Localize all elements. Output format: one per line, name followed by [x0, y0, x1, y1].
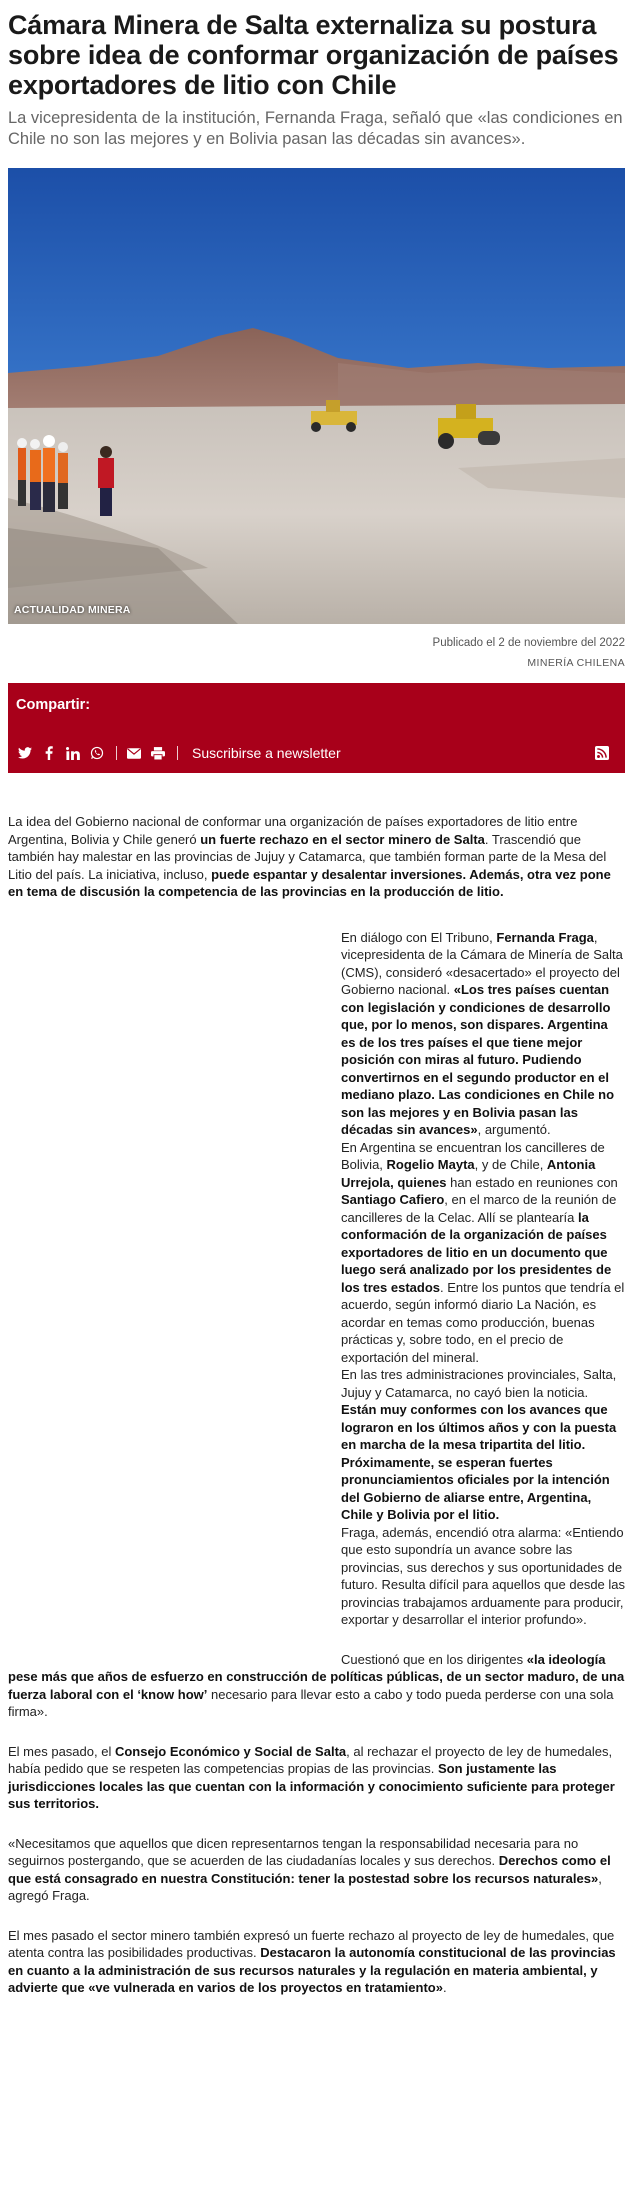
article-title: Cámara Minera de Salta externaliza su postura sobre idea de conformar organización de países exportadores de litio con Chile: [8, 10, 619, 100]
paragraph: [8, 813, 625, 901]
bold-text: Destacaron la autonomía constitucional de las provincias en cuanto a la administración de sus recursos naturales y la regulación en materia ambiental, y advierte que «ve vulnerada en varios de los proyectos en tratamiento»: [8, 1945, 616, 1995]
rss-icon[interactable]: [593, 745, 611, 761]
paragraph: [341, 1524, 625, 1629]
article-photo: [8, 168, 625, 624]
text-run: necesario para llevar esto a cabo y todo pueda perderse con una sola firma».: [8, 1686, 614, 1719]
bold-text: Son justamente las jurisdicciones locales las que cuentan con la información y conocimiento suficiente para proteger sus territorios.: [8, 1761, 615, 1811]
bold-text: Antonia Urrejola, quienes: [341, 1157, 596, 1190]
share-box: [8, 683, 625, 773]
bold-text: la conformación de la organización de países exportadores de litio en un documento que luego será analizado por los presidentes de los tres estados: [341, 1209, 612, 1295]
bold-text: un fuerte rechazo en el sector minero de Salta: [200, 831, 485, 847]
bold-text: puede espantar y desalentar inversiones. Además, otra vez pone en tema de discusión la competencia de las provincias en la producción de litio.: [8, 866, 611, 899]
text-run: , argumentó.: [477, 1122, 551, 1137]
paragraph: [8, 1927, 625, 1997]
text-run: En Argentina se encuentran los cancilleres de Bolivia,: [341, 1139, 605, 1172]
bold-text: «la ideología pese más que años de esfuerzo en construcción de políticas públicas, de un sector maduro, de una fuerza laboral con el ‘know how’: [8, 1651, 625, 1702]
article-body: [8, 813, 625, 1997]
bold-text: «Los tres países cuentan con legislación y condiciones de desarrollo que, por lo menos, son dispares. Argentina es de los tres países el que tiene mejor posición con miras al futuro. Pudiendo convertirnos en el segundo productor en el mediano plazo. Las condiciones en Chile no son las mejores y en Bolivia pasan las décadas sin avances»: [341, 982, 615, 1137]
paragraph: [341, 929, 625, 1139]
article-column: [341, 929, 625, 1629]
linkedin-icon[interactable]: [64, 745, 82, 761]
text-run: En diálogo con El Tribuno,: [341, 929, 497, 945]
bold-text: Derechos como el que está consagrado en nuestra Constitución: tener la postestad sobre los recursos naturales»: [8, 1853, 611, 1886]
paragraph: [8, 1835, 625, 1905]
text-run: .: [442, 1980, 447, 1995]
text-run: El mes pasado el sector minero también expresó un fuerte rechazo al proyecto de ley de humedales, que atenta contra las posibilidades productivas.: [8, 1927, 615, 1960]
text-run: , agregó Fraga.: [8, 1870, 602, 1903]
share-divider: [177, 746, 178, 760]
paragraph: [341, 1366, 625, 1454]
text-run: Cuestionó que en los dirigentes: [341, 1651, 527, 1667]
text-run: En las tres administraciones provinciales, Salta, Jujuy y Catamarca, no cayó bien la noticia.: [341, 1367, 617, 1400]
paragraph: [341, 1454, 625, 1524]
bold-text: Consejo Económico y Social de Salta: [114, 1743, 347, 1759]
text-run: . Trascendió que también hay malestar en las provincias de Jujuy y Catamarca, que también forman parte de la Mesa del Litio del país. La iniciativa, incluso,: [8, 831, 607, 882]
share-divider: [116, 746, 117, 760]
facebook-icon[interactable]: [40, 745, 58, 761]
mining-site-image: [8, 168, 625, 624]
bold-text: Están muy conformes con los avances que lograron en los últimos años y con la puesta en marcha de la mesa tripartita del litio.: [341, 1402, 617, 1452]
bold-text: Próximamente, se esperan fuertes pronunciamientos oficiales por la intención del Gobierno de aliarse entre, Argentina, Chile y Bolivia por el litio.: [341, 1454, 610, 1522]
twitter-icon[interactable]: [16, 745, 34, 761]
newsletter-link[interactable]: Suscribirse a newsletter: [192, 745, 341, 761]
article-subtitle: La vicepresidenta de la institución, Fernanda Fraga, señaló que «las condiciones en Chile no son las mejores y en Bolivia pasan las décadas sin avances».: [8, 109, 623, 148]
share-row: [16, 743, 617, 763]
text-run: , y de Chile,: [474, 1157, 547, 1172]
paragraph: [8, 1651, 625, 1721]
bold-text: Rogelio Mayta: [386, 1157, 475, 1172]
bold-text: Santiago Cafiero: [341, 1192, 445, 1207]
text-run: , vicepresidenta de la Cámara de Minería de Salta (CMS), consideró «desacertado» el proyecto del Gobierno nacional.: [341, 929, 623, 997]
share-title: Compartir:: [16, 697, 91, 713]
whatsapp-icon[interactable]: [88, 745, 106, 761]
paragraph: [341, 1139, 625, 1367]
photo-credit: ACTUALIDAD MINERA: [14, 604, 131, 616]
email-icon[interactable]: [125, 745, 143, 761]
bold-text: Fernanda Fraga: [496, 929, 594, 945]
text-run: , en el marco de la reunión de cancilleres de la Celac. Allí se plantearía: [341, 1192, 617, 1225]
text-run: . Entre los puntos que tendría el acuerdo, según informó diario La Nación, es acordar en temas como producción, buenas prácticas y, sobre todo, en el precio de exportación del mineral.: [341, 1279, 625, 1365]
text-run: El mes pasado, el: [8, 1743, 115, 1759]
text-run: han estado en reuniones con: [446, 1174, 618, 1190]
print-icon[interactable]: [149, 745, 167, 761]
text-run: , al rechazar el proyecto de ley de humedales, había pedido que se respeten las competencias propias de las provincias.: [8, 1743, 613, 1776]
publish-date: Publicado el 2 de noviembre del 2022: [432, 637, 625, 649]
text-run: La idea del Gobierno nacional de conformar una organización de países exportadores de litio entre Argentina, Bolivia y Chile generó: [8, 814, 578, 847]
text-run: «Necesitamos que aquellos que dicen representarnos tengan la responsabilidad necesaria para no seguirnos postergando, que se acuerden de las ciudadanías locales y sus derechos.: [8, 1835, 579, 1868]
paragraph: [8, 1743, 625, 1813]
text-run: Fraga, además, encendió otra alarma: «Entiendo que esto supondría un avance sobre las provincias, sus derechos y sus oportunidades de futuro. Resulta difícil para aquellos que desde las provincias trabajamos arduamente para producir, exportar y desarrollar el interior profundo».: [341, 1524, 626, 1627]
source-label: MINERÍA CHILENA: [527, 657, 625, 669]
